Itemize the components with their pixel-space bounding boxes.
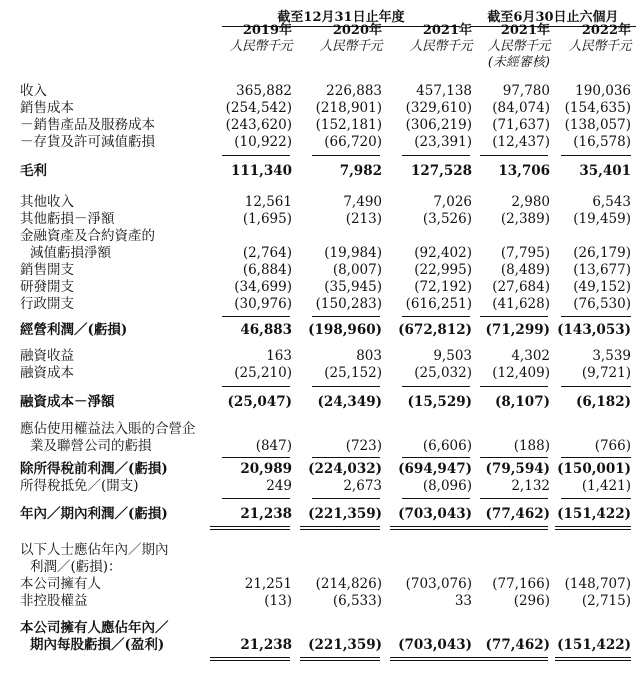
row-selling-expenses <box>0 262 640 279</box>
value-2020: (19,984) <box>324 245 382 261</box>
row-income-tax <box>0 478 640 495</box>
value-2022-h1: (9,721) <box>581 365 631 381</box>
column-header-2022-h1 <box>551 23 631 55</box>
total-double-rule <box>555 526 631 530</box>
value-2021-h1: (79,594) <box>485 461 550 477</box>
value-2019: 12,561 <box>244 194 292 210</box>
value-2019: 111,340 <box>230 163 292 179</box>
value-2020: (24,349) <box>317 394 382 410</box>
value-2021: (672,812) <box>398 322 472 338</box>
value-2022-h1: (2,715) <box>581 593 631 609</box>
value-2022-h1: (16,578) <box>573 134 631 150</box>
value-2019: 21,251 <box>244 576 292 592</box>
subtotal-rule <box>312 155 380 156</box>
value-2021-h1: 2,132 <box>511 478 550 494</box>
value-2021-h1: (27,684) <box>492 279 550 295</box>
subtotal-rule <box>480 498 548 499</box>
row-label: 研發開支 <box>20 279 74 295</box>
row-label: 收入 <box>20 83 47 99</box>
value-2022-h1: (1,421) <box>581 478 631 494</box>
value-2021: (25,032) <box>414 365 472 381</box>
subtotal-rule <box>312 316 380 317</box>
value-2021: (3,526) <box>422 211 472 227</box>
period-header-six-months: 截至6月30日止六個月 <box>470 6 636 27</box>
column-unit: 人民幣千元 <box>319 39 382 54</box>
subtotal-rule <box>561 498 631 499</box>
subtotal-rule <box>402 498 470 499</box>
row-label: 年內／期內利潤／(虧損) <box>20 506 168 522</box>
value-2022-h1: 6,543 <box>592 194 631 210</box>
row-label: 其他收入 <box>20 194 74 210</box>
value-2022-h1: (151,422) <box>557 637 631 653</box>
value-2021-h1: (2,389) <box>500 211 550 227</box>
value-2021-h1: 2,980 <box>511 194 550 210</box>
value-2021-h1: (71,299) <box>485 322 550 338</box>
value-2021-h1: 97,780 <box>502 83 550 99</box>
value-2021: 9,503 <box>433 348 472 364</box>
subtotal-rule <box>222 498 290 499</box>
value-2021: 33 <box>454 593 472 609</box>
row-label: 本公司擁有人應佔年內／ <box>20 620 169 636</box>
row-label: 融資成本－淨額 <box>20 394 115 410</box>
value-2021-h1: 4,302 <box>511 348 550 364</box>
value-2022-h1: (76,530) <box>573 296 631 312</box>
row-label: 期內每股虧損／(盈利) <box>30 637 165 653</box>
total-double-rule <box>470 526 548 530</box>
value-2022-h1: (6,182) <box>575 394 631 410</box>
subtotal-rule <box>222 155 290 156</box>
value-2021: (616,251) <box>405 296 472 312</box>
row-eps-line1 <box>0 620 640 637</box>
value-2019: (6,884) <box>242 262 292 278</box>
value-2022-h1: (19,459) <box>573 211 631 227</box>
row-profit-before-tax <box>0 461 640 478</box>
row-label: 本公司擁有人 <box>20 576 101 592</box>
subtotal-rule <box>402 155 470 156</box>
value-2020: 7,982 <box>339 163 382 179</box>
row-impairment-losses <box>0 245 640 262</box>
value-2020: (6,533) <box>332 593 382 609</box>
subtotal-rule <box>312 457 380 458</box>
row-label: 以下人士應佔年內／期內 <box>20 542 169 558</box>
row-label: 應佔使用權益法入賬的合營企 <box>20 421 196 437</box>
value-2019: 163 <box>266 348 292 364</box>
value-2021-h1: (8,107) <box>494 394 550 410</box>
value-2019: (1,695) <box>242 211 292 227</box>
subtotal-rule <box>480 457 548 458</box>
value-2019: (25,047) <box>227 394 292 410</box>
value-2022-h1: 190,036 <box>575 83 631 99</box>
row-label: 減值虧損淨額 <box>30 245 111 261</box>
value-2019: (34,699) <box>234 279 292 295</box>
value-2021: (703,043) <box>398 637 472 653</box>
subtotal-rule <box>561 316 631 317</box>
subtotal-rule <box>402 386 470 387</box>
value-2021: (22,995) <box>414 262 472 278</box>
row-impairment-label-line1 <box>0 228 640 245</box>
value-2019: (243,620) <box>225 117 292 133</box>
subtotal-rule <box>402 457 470 458</box>
row-label: 除所得稅前利潤／(虧損) <box>20 461 168 477</box>
value-2022-h1: (26,179) <box>573 245 631 261</box>
column-year: 2021年 <box>422 23 472 38</box>
row-other-income <box>0 194 640 211</box>
value-2020: 803 <box>356 348 382 364</box>
value-2021: 457,138 <box>416 83 472 99</box>
value-2021: (72,192) <box>414 279 472 295</box>
value-2021: (306,219) <box>405 117 472 133</box>
subtotal-rule <box>480 155 548 156</box>
subtotal-rule <box>222 386 290 387</box>
subtotal-rule <box>312 386 380 387</box>
value-2021: (8,096) <box>422 478 472 494</box>
value-2022-h1: 3,539 <box>592 348 631 364</box>
value-2020: (8,007) <box>332 262 382 278</box>
row-label: 銷售成本 <box>20 100 74 116</box>
value-2020: (213) <box>345 211 382 227</box>
row-label: 非控股權益 <box>20 593 88 609</box>
subtotal-rule <box>480 386 548 387</box>
value-2020: (66,720) <box>324 134 382 150</box>
value-2022-h1: 35,401 <box>579 163 631 179</box>
value-2020: (218,901) <box>315 100 382 116</box>
row-label: －存貨及許可減值虧損 <box>20 134 155 150</box>
column-year: 2019年 <box>242 23 292 38</box>
row-inventory-impairment <box>0 134 640 151</box>
value-2021: (703,043) <box>398 506 472 522</box>
row-gross-profit <box>0 163 640 180</box>
value-2020: 7,490 <box>343 194 382 210</box>
row-label: 毛利 <box>20 163 47 179</box>
value-2021: (703,076) <box>405 576 472 592</box>
value-2020: (221,359) <box>308 506 382 522</box>
value-2019: (25,210) <box>234 365 292 381</box>
value-2019: (13) <box>264 593 292 609</box>
value-2021-h1: (77,462) <box>485 506 550 522</box>
value-2021-h1: (41,628) <box>492 296 550 312</box>
column-header-2021 <box>392 23 472 55</box>
subtotal-rule <box>480 316 548 317</box>
total-double-rule <box>555 657 631 661</box>
value-2019: 46,883 <box>240 322 292 338</box>
row-label: 業及聯營公司的虧損 <box>30 438 152 454</box>
value-2022-h1: (143,053) <box>557 322 631 338</box>
row-label: 行政開支 <box>20 296 74 312</box>
column-year: 2021年 <box>500 23 550 38</box>
row-cost-of-sales <box>0 100 640 117</box>
row-finance-income <box>0 348 640 365</box>
value-2021: (23,391) <box>414 134 472 150</box>
value-2021-h1: 13,706 <box>498 163 550 179</box>
value-2020: (198,960) <box>308 322 382 338</box>
column-header-2019 <box>212 23 292 55</box>
value-2020: 226,883 <box>326 83 382 99</box>
value-2021-h1: (188) <box>513 438 550 454</box>
row-eps <box>0 637 640 654</box>
value-2020: (224,032) <box>308 461 382 477</box>
column-unit: 人民幣千元 <box>568 39 631 54</box>
value-2021-h1: (296) <box>513 593 550 609</box>
value-2021-h1: (12,437) <box>492 134 550 150</box>
value-2021: 7,026 <box>433 194 472 210</box>
row-label: 經營利潤／(虧損) <box>20 322 128 338</box>
value-2021-h1: (8,489) <box>500 262 550 278</box>
row-cost-of-products-services <box>0 117 640 134</box>
value-2021-h1: (71,637) <box>492 117 550 133</box>
row-other-losses <box>0 211 640 228</box>
subtotal-rule <box>222 457 290 458</box>
value-2022-h1: (151,422) <box>557 506 631 522</box>
column-header-2021-h1 <box>470 23 550 71</box>
row-label: －銷售產品及服務成本 <box>20 117 155 133</box>
total-double-rule <box>210 526 290 530</box>
total-double-rule <box>390 526 470 530</box>
value-2021-h1: (77,462) <box>485 637 550 653</box>
row-label: 融資收益 <box>20 348 74 364</box>
value-2021: (329,610) <box>405 100 472 116</box>
value-2021-h1: (77,166) <box>492 576 550 592</box>
value-2020: (35,945) <box>324 279 382 295</box>
row-label: 金融資產及合約資產的 <box>20 228 155 244</box>
value-2020: (152,181) <box>315 117 382 133</box>
value-2021-h1: (84,074) <box>492 100 550 116</box>
value-2021: 127,528 <box>410 163 472 179</box>
row-operating-profit <box>0 322 640 339</box>
total-double-rule <box>300 526 380 530</box>
row-label: 其他虧損－淨額 <box>20 211 115 227</box>
column-unaudited-note: (未經審核) <box>487 55 550 70</box>
value-2019: 365,882 <box>236 83 292 99</box>
subtotal-rule <box>402 316 470 317</box>
subtotal-rule <box>561 386 631 387</box>
column-unit: 人民幣千元 <box>409 39 472 54</box>
column-unit: 人民幣千元 <box>487 39 550 54</box>
value-2019: 249 <box>266 478 292 494</box>
value-2022-h1: (49,152) <box>573 279 631 295</box>
value-2022-h1: (148,707) <box>564 576 631 592</box>
column-year: 2022年 <box>581 23 631 38</box>
subtotal-rule <box>561 155 631 156</box>
subtotal-rule <box>561 457 631 458</box>
value-2021: (92,402) <box>414 245 472 261</box>
value-2021-h1: (12,409) <box>492 365 550 381</box>
value-2019: (847) <box>255 438 292 454</box>
value-2021-h1: (7,795) <box>500 245 550 261</box>
total-double-rule <box>390 657 470 661</box>
value-2020: (214,826) <box>315 576 382 592</box>
total-double-rule <box>470 657 548 661</box>
subtotal-rule <box>312 498 380 499</box>
value-2020: (150,283) <box>315 296 382 312</box>
row-share-of-losses-line1 <box>0 421 640 438</box>
value-2022-h1: (138,057) <box>564 117 631 133</box>
row-finance-costs-net <box>0 394 640 411</box>
row-admin-expenses <box>0 296 640 313</box>
row-owners-of-company <box>0 576 640 593</box>
row-attributable-line1 <box>0 542 640 559</box>
row-finance-costs <box>0 365 640 382</box>
column-header-2020 <box>302 23 382 55</box>
value-2022-h1: (150,001) <box>557 461 631 477</box>
value-2021: (694,947) <box>398 461 472 477</box>
total-double-rule <box>300 657 380 661</box>
value-2020: (25,152) <box>324 365 382 381</box>
value-2019: 20,989 <box>240 461 292 477</box>
value-2021: (6,606) <box>422 438 472 454</box>
value-2019: 21,238 <box>240 637 292 653</box>
value-2020: 2,673 <box>343 478 382 494</box>
value-2019: 21,238 <box>240 506 292 522</box>
value-2021: (15,529) <box>407 394 472 410</box>
row-profit-for-period <box>0 506 640 523</box>
row-label: 銷售開支 <box>20 262 74 278</box>
row-label: 融資成本 <box>20 365 74 381</box>
row-attributable-line2 <box>0 559 640 576</box>
value-2019: (10,922) <box>234 134 292 150</box>
value-2019: (2,764) <box>242 245 292 261</box>
period-header-fiscal-year: 截至12月31日止年度 <box>222 6 460 27</box>
value-2019: (254,542) <box>225 100 292 116</box>
value-2022-h1: (154,635) <box>564 100 631 116</box>
value-2022-h1: (13,677) <box>573 262 631 278</box>
total-double-rule <box>210 657 290 661</box>
row-non-controlling-interests <box>0 593 640 610</box>
row-share-of-losses <box>0 438 640 455</box>
value-2020: (221,359) <box>308 637 382 653</box>
column-year: 2020年 <box>332 23 382 38</box>
row-revenue <box>0 83 640 100</box>
column-unit: 人民幣千元 <box>229 39 292 54</box>
subtotal-rule <box>222 316 290 317</box>
value-2022-h1: (766) <box>594 438 631 454</box>
row-rnd-expenses <box>0 279 640 296</box>
value-2019: (30,976) <box>234 296 292 312</box>
value-2020: (723) <box>345 438 382 454</box>
row-label: 利潤／(虧損)： <box>30 559 122 575</box>
row-label: 所得稅抵免／(開支) <box>20 478 139 494</box>
